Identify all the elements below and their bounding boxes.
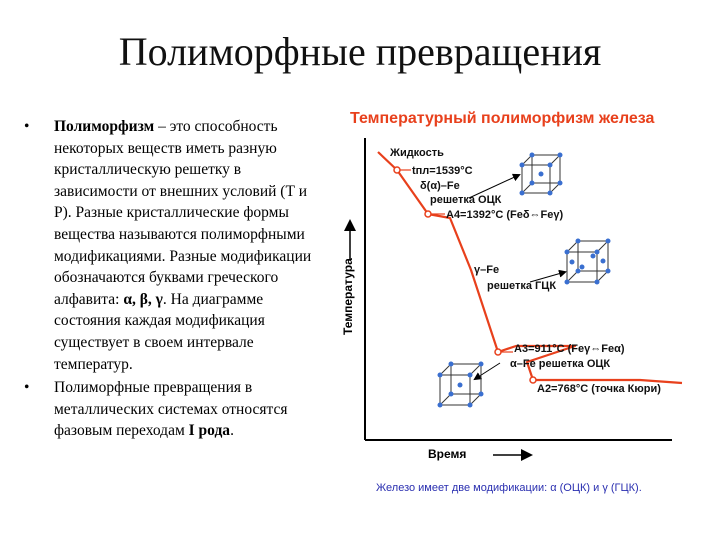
a2-label: A2=768°C (точка Кюри) bbox=[537, 383, 661, 395]
slide-title: Полиморфные превращения bbox=[118, 29, 602, 74]
delta-fe-label: δ(α)–Fe bbox=[420, 180, 460, 192]
bullet-end: . bbox=[230, 422, 234, 440]
pointer-arrow-bcc-2 bbox=[475, 363, 500, 379]
term-polymorphism: Полиморфизм bbox=[54, 118, 155, 135]
x-axis-label: Время bbox=[428, 447, 467, 461]
a3-label: A3=911°C (Feγ⇔Feα) bbox=[514, 343, 625, 355]
bullet-text: – это способность некоторых веществ иметь разную кристаллическую решетку в зависимости от внешних условий (Т и Р). Разные кристаллические формы вещества называются полиморфными модификациями. Разные модификации обозначаются буквами греческого алфавита: bbox=[54, 118, 312, 308]
diagram-title: Температурный полиморфизм железа bbox=[350, 110, 655, 127]
bullet-marker: • bbox=[24, 379, 30, 397]
y-axis-label: Температура bbox=[341, 258, 355, 335]
bcc-lattice-icon bbox=[520, 153, 563, 196]
a4-label: A4=1392°C (Feδ⇔Feγ) bbox=[446, 209, 564, 221]
melting-temp-label: tпл=1539°C bbox=[412, 165, 473, 177]
a3-marker bbox=[495, 349, 501, 355]
liquid-label: Жидкость bbox=[390, 147, 444, 159]
alpha-fe-label: α–Fe решетка ОЦК bbox=[510, 358, 611, 370]
fcc-lattice-label: решетка ГЦК bbox=[487, 280, 557, 292]
bcc-lattice-icon-lower bbox=[438, 362, 484, 408]
melting-point-marker bbox=[394, 167, 400, 173]
gamma-fe-label: γ–Fe bbox=[474, 264, 500, 276]
a2-marker bbox=[530, 377, 536, 383]
bullet-text: Полиморфные превращения в металлических системах относятся фазовым переходам bbox=[54, 379, 288, 440]
diagram-footer: Железо имеет две модификации: α (ОЦК) и γ (ГЦК). bbox=[376, 482, 642, 494]
bullet-marker: • bbox=[24, 118, 30, 135]
fcc-lattice-icon bbox=[565, 239, 611, 285]
greek-letters: α, β, γ bbox=[123, 290, 163, 308]
bold-tail: I рода bbox=[188, 422, 231, 440]
a4-marker bbox=[425, 211, 431, 217]
bcc-lattice-label-1: решетка ОЦК bbox=[430, 194, 502, 206]
bullet-text-end: . На диаграмме состояния каждая модификация существует в своем интервале температур. bbox=[54, 290, 265, 373]
